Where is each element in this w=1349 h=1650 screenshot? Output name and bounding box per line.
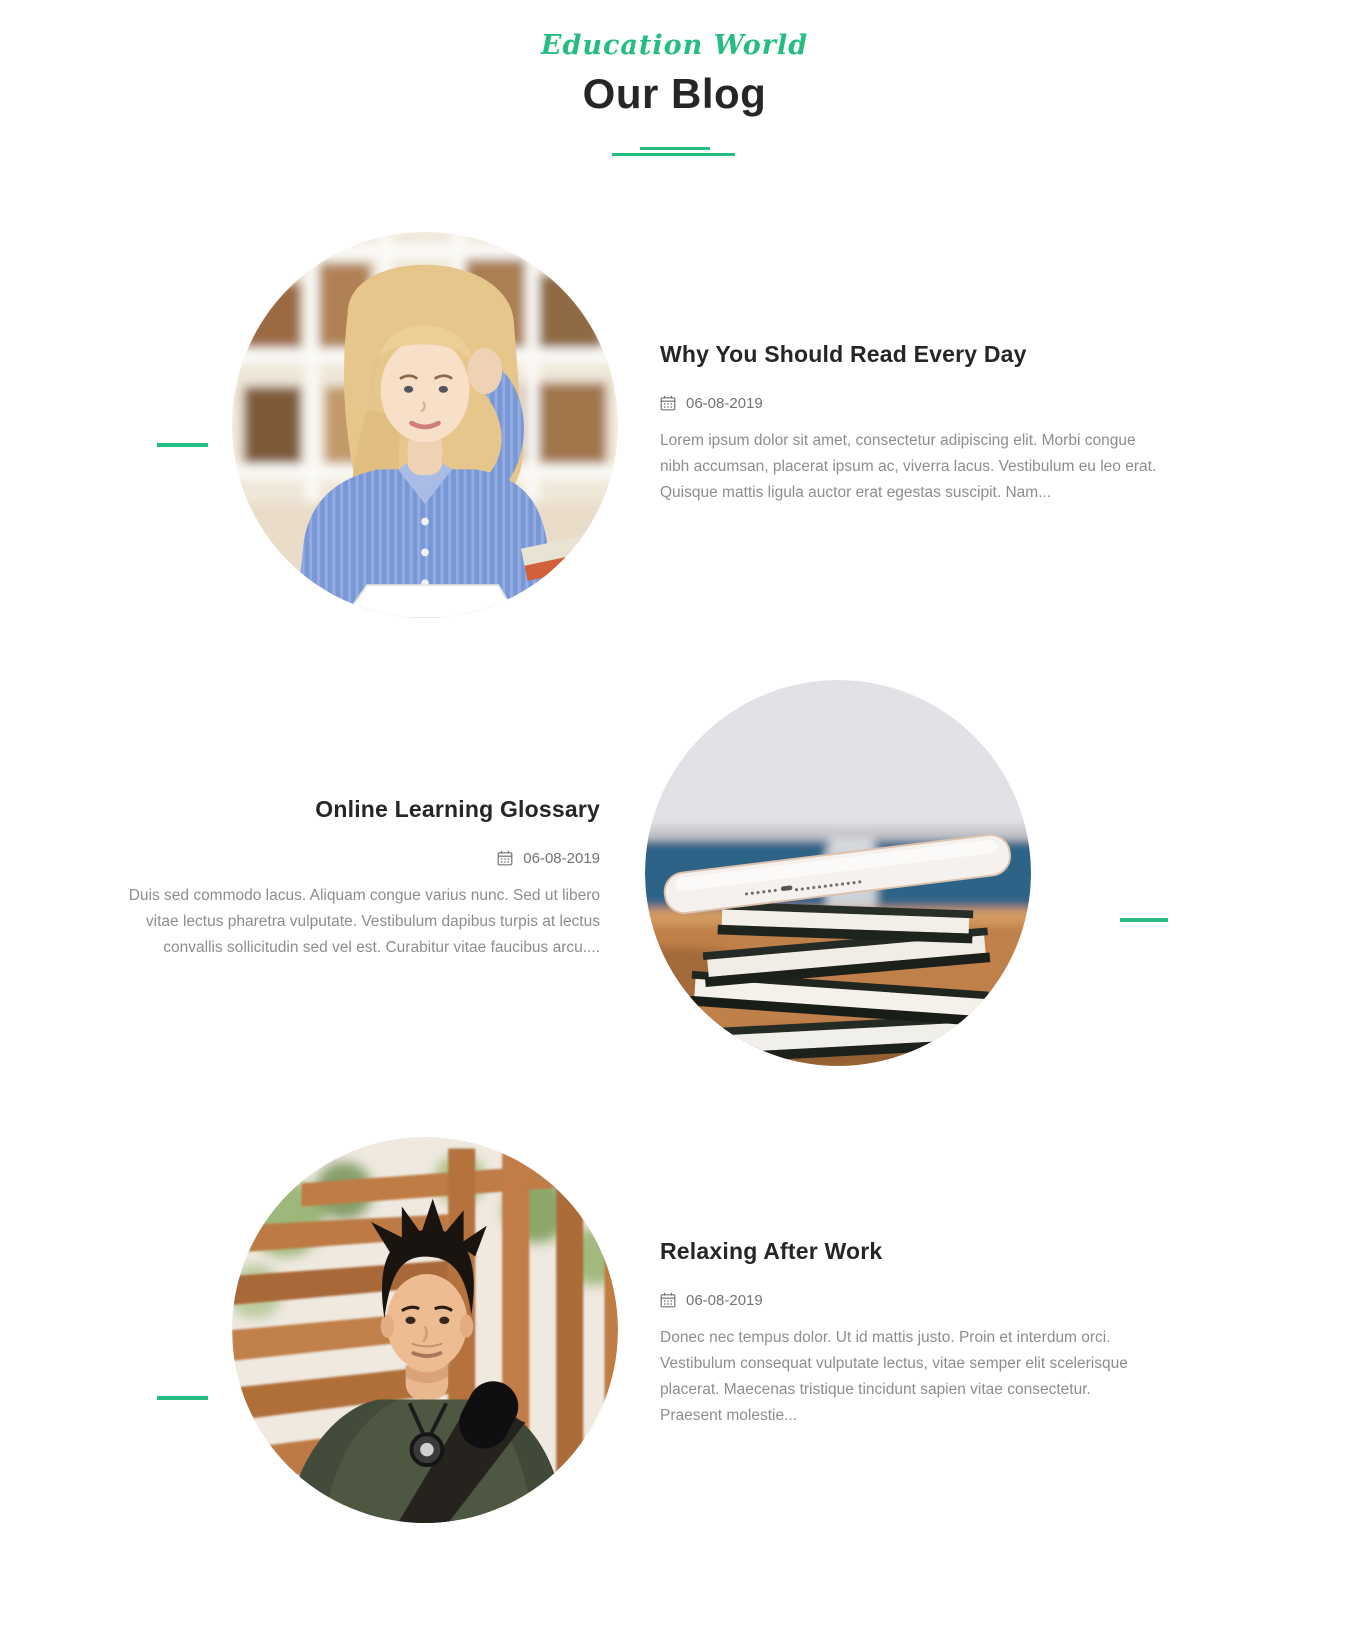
- post-title[interactable]: Relaxing After Work: [660, 1238, 883, 1264]
- title-underline-top: [640, 147, 710, 150]
- post-3: [660, 1237, 1155, 1429]
- calendar-icon: [660, 395, 676, 411]
- post-title[interactable]: Why You Should Read Every Day: [660, 341, 1027, 367]
- accent-dash: [157, 1396, 208, 1400]
- post-1: [660, 340, 1165, 506]
- site-subtitle: Education World: [540, 30, 809, 61]
- post-image-man-wooden-fence[interactable]: [232, 1137, 618, 1523]
- calendar-icon: [660, 1292, 676, 1308]
- post-image-girl-studying-library[interactable]: [232, 232, 618, 618]
- post-image-books-tablet[interactable]: [645, 680, 1031, 1066]
- post-meta: [660, 1290, 1155, 1310]
- post-excerpt: Lorem ipsum dolor sit amet, consectetur adipiscing elit. Morbi congue nibh accumsan, placerat ipsum ac, viverra lacus. Vestibulum eu leo erat. Quisque mattis ligula auctor erat egestas suscipit. Nam...: [660, 432, 1157, 501]
- accent-dash: [1120, 918, 1168, 922]
- post-excerpt: Duis sed commodo lacus. Aliquam congue varius nunc. Sed ut libero vitae lectus pharetra vulputate. Vestibulum dapibus turpis at lectus convallis sollicitudin sed vel est. Curabitur vitae faucibus arcu....: [128, 887, 600, 956]
- post-date: 06-08-2019: [686, 1291, 763, 1309]
- post-meta: [660, 393, 1165, 413]
- title-underline-bottom: [612, 153, 735, 156]
- calendar-icon: [497, 850, 513, 866]
- post-2: [100, 795, 600, 961]
- post-date: 06-08-2019: [523, 849, 600, 867]
- page-title: Our Blog: [582, 70, 767, 117]
- post-title[interactable]: Online Learning Glossary: [315, 796, 600, 822]
- post-date: 06-08-2019: [686, 394, 763, 412]
- accent-dash: [157, 443, 208, 447]
- post-excerpt: Donec nec tempus dolor. Ut id mattis justo. Proin et interdum orci. Vestibulum consequat vulputate lectus, vitae semper elit scelerisque placerat. Maecenas tristique tincidunt sapien vitae consectetur. Praesent molestie...: [660, 1329, 1128, 1424]
- post-meta: [100, 848, 600, 868]
